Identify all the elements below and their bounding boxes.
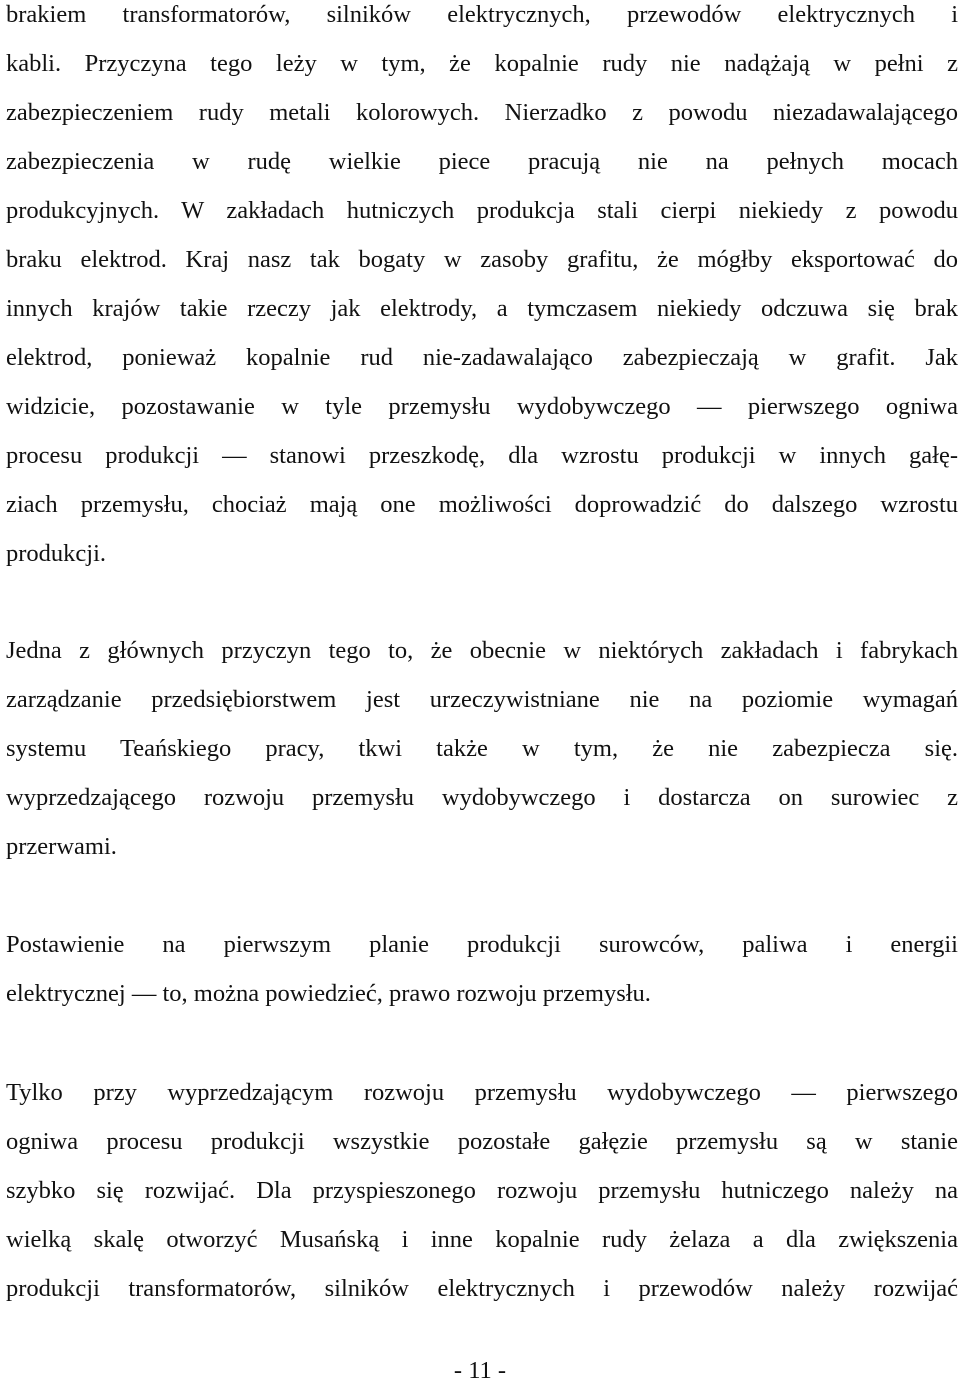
text-line: zarządzanie przedsiębiorstwem jest urzeczywistniane nie na poziomie wymagań: [6, 686, 958, 713]
page-number: - 11 -: [453, 1357, 507, 1384]
text-line: Tylko przy wyprzedzającym rozwoju przemysłu wydobywczego — pierwszego: [6, 1079, 958, 1106]
paragraph-3: [6, 920, 958, 1018]
text-line: zabezpieczenia w rudę wielkie piece pracują nie na pełnych mocach: [6, 148, 958, 175]
text-line: produkcyjnych. W zakładach hutniczych produkcja stali cierpi niekiedy z powodu: [6, 197, 958, 224]
text-line: elektrod, ponieważ kopalnie rud nie-zadawalająco zabezpieczają w grafit. Jak: [6, 344, 958, 371]
text-line: produkcji.: [6, 540, 107, 567]
text-line: elektrycznej — to, można powiedzieć, prawo rozwoju przemysłu.: [6, 980, 651, 1007]
text-line: Jedna z głównych przyczyn tego to, że obecnie w niektórych zakładach i fabrykach: [6, 637, 958, 664]
text-line: zabezpieczeniem rudy metali kolorowych. Nierzadko z powodu niezadawalającego: [6, 99, 958, 126]
paragraph-1: [6, 0, 958, 578]
text-line: procesu produkcji — stanowi przeszkodę, dla wzrostu produkcji w innych gałę-: [6, 442, 958, 469]
text-line: ziach przemysłu, chociaż mają one możliwości doprowadzić do dalszego wzrostu: [6, 491, 958, 518]
text-line: wyprzedzającego rozwoju przemysłu wydobywczego i dostarcza on surowiec z: [6, 784, 958, 811]
text-line: przerwami.: [6, 833, 117, 860]
text-line: braku elektrod. Kraj nasz tak bogaty w zasoby grafitu, że mógłby eksportować do: [6, 246, 958, 273]
text-line: ogniwa procesu produkcji wszystkie pozostałe gałęzie przemysłu są w stanie: [6, 1128, 958, 1155]
paragraph-4: [6, 1068, 958, 1313]
text-line: widzicie, pozostawanie w tyle przemysłu wydobywczego — pierwszego ogniwa: [6, 393, 958, 420]
text-line: produkcji transformatorów, silników elektrycznych i przewodów należy rozwijać: [6, 1275, 958, 1302]
text-line: szybko się rozwijać. Dla przyspieszonego rozwoju przemysłu hutniczego należy na: [6, 1177, 958, 1204]
text-line: wielką skalę otworzyć Musańską i inne kopalnie rudy żelaza a dla zwiększenia: [6, 1226, 958, 1253]
text-line: Postawienie na pierwszym planie produkcji surowców, paliwa i energii: [6, 931, 958, 958]
text-line: kabli. Przyczyna tego leży w tym, że kopalnie rudy nie nadążają w pełni z: [6, 50, 958, 77]
paragraph-2: [6, 626, 958, 871]
text-line: systemu Teańskiego pracy, tkwi także w tym, że nie zabezpiecza się.: [6, 735, 958, 762]
text-line: innych krajów takie rzeczy jak elektrody, a tymczasem niekiedy odczuwa się brak: [6, 295, 958, 322]
text-line: brakiem transformatorów, silników elektrycznych, przewodów elektrycznych i: [6, 1, 958, 28]
